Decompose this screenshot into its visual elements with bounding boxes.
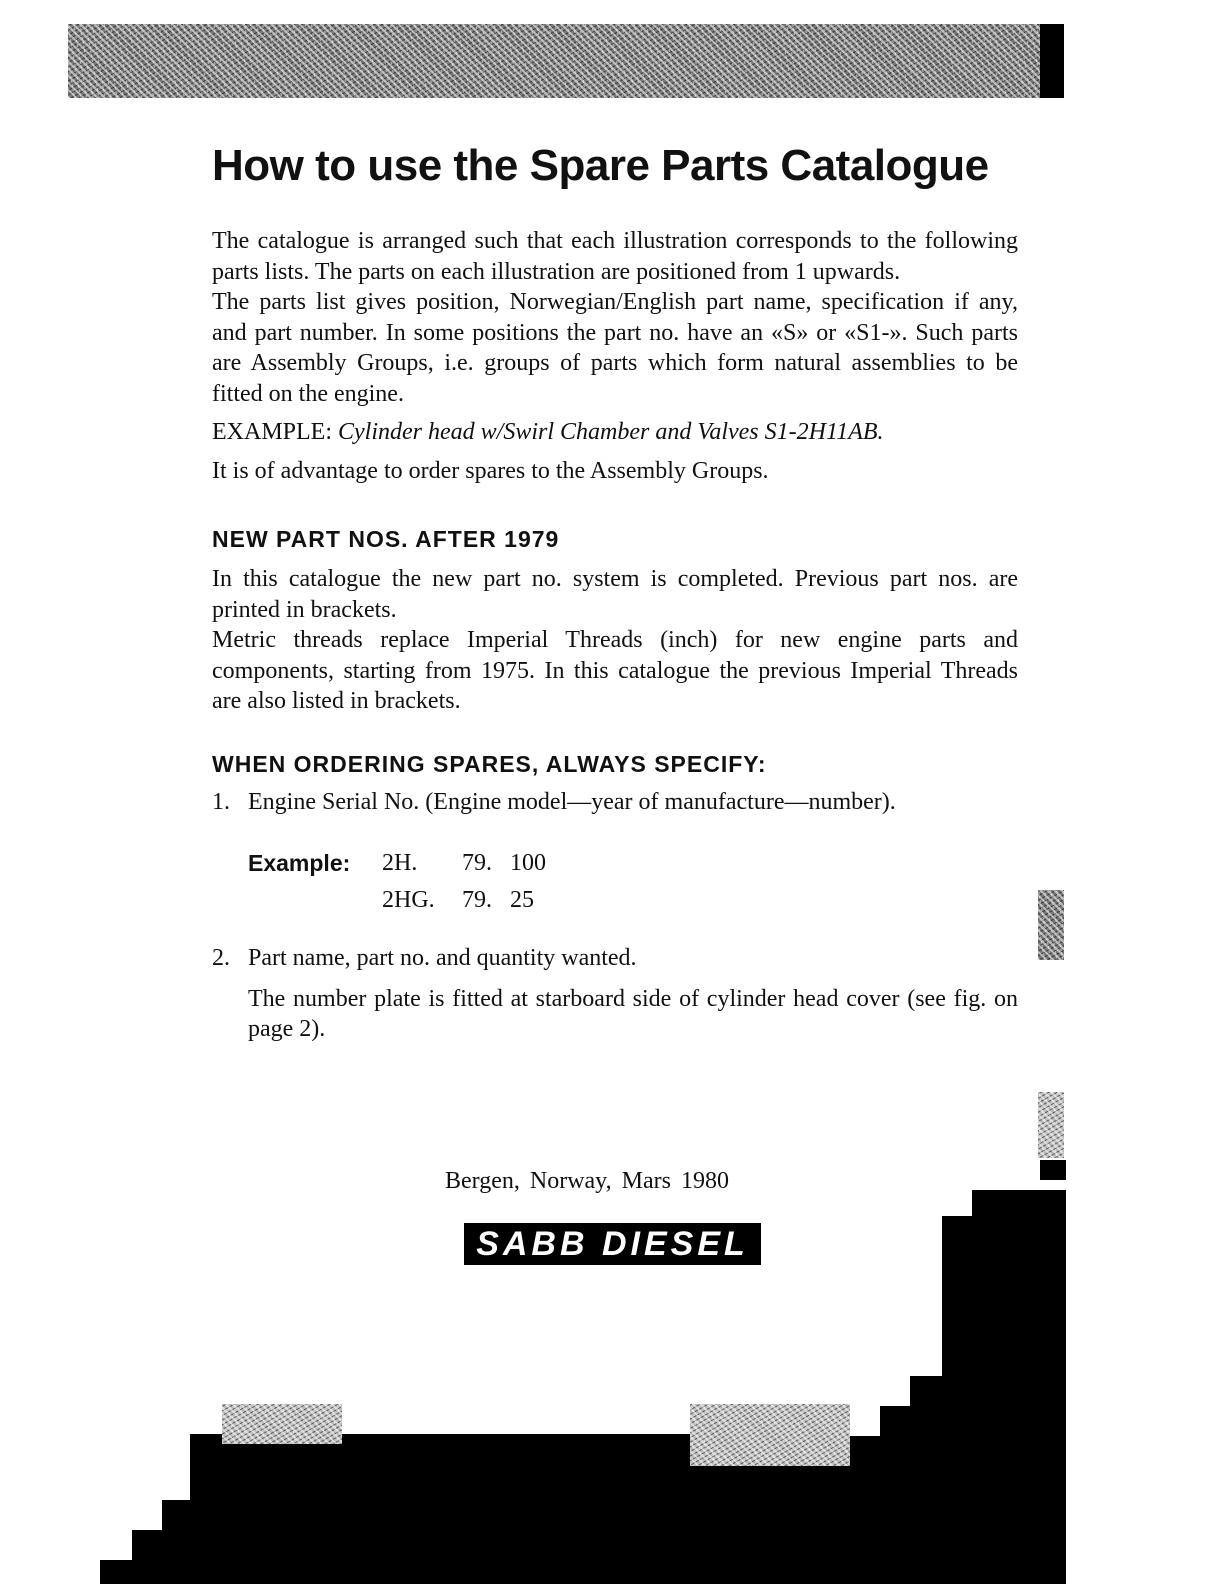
serial-example-row bbox=[248, 845, 1018, 882]
serial-model: 2HG. bbox=[382, 887, 435, 913]
intro-paragraph-3: It is of advantage to order spares to the Assembly Groups. bbox=[212, 457, 769, 484]
serial-example-spacer bbox=[248, 882, 382, 919]
scan-step-1 bbox=[972, 1190, 1066, 1216]
ordering-item-1 bbox=[212, 787, 1018, 818]
scan-block-bottom-2 bbox=[190, 1466, 1066, 1500]
ordering-item-1-text: Engine Serial No. (Engine model—year of manufacture—number). bbox=[248, 788, 896, 815]
scan-block-bottom-4 bbox=[132, 1530, 1066, 1560]
intro-example-label: EXAMPLE: bbox=[212, 419, 332, 445]
serial-model: 2H. bbox=[382, 850, 418, 876]
sabb-diesel-logo: SABB DIESEL bbox=[464, 1223, 761, 1265]
serial-number: 100 bbox=[510, 850, 546, 876]
serial-examples bbox=[248, 845, 1018, 919]
scan-edge-right bbox=[1064, 0, 1224, 1584]
ordering-heading: WHEN ORDERING SPARES, ALWAYS SPECIFY: bbox=[212, 750, 767, 777]
new-part-nos-heading: NEW PART NOS. AFTER 1979 bbox=[212, 526, 560, 552]
scan-block-bottom-3 bbox=[162, 1500, 1066, 1530]
page-content bbox=[212, 140, 1018, 1045]
scan-bar-right-1 bbox=[1040, 1160, 1066, 1180]
serial-number: 25 bbox=[510, 887, 534, 913]
intro-paragraph-1: The catalogue is arranged such that each illustration corresponds to the following parts lists. The parts on each illustration are positioned from 1 upwards. bbox=[212, 228, 1018, 285]
serial-year: 79. bbox=[462, 850, 492, 876]
ordering-item-1-number: 1. bbox=[212, 788, 230, 815]
intro-example-text: Cylinder head w/Swirl Chamber and Valves S1-2H11AB. bbox=[338, 419, 884, 445]
intro-example bbox=[212, 417, 1018, 448]
serial-year: 79. bbox=[462, 887, 492, 913]
scan-noise-bottom-left bbox=[222, 1404, 342, 1444]
scan-noise-bottom-right bbox=[690, 1404, 850, 1466]
serial-example-label: Example: bbox=[248, 850, 351, 876]
ordering-item-2-number: 2. bbox=[212, 945, 230, 971]
ordering-item-2-text: Part name, part no. and quantity wanted. bbox=[248, 945, 637, 971]
scan-step-4 bbox=[880, 1406, 1066, 1436]
number-plate-note: The number plate is fitted at starboard side of cylinder head cover (see fig. on page 2). bbox=[248, 985, 1018, 1042]
scan-step-3 bbox=[910, 1376, 1066, 1406]
new-part-nos-paragraph-1: In this catalogue the new part no. system is completed. Previous part nos. are printed in brackets. bbox=[212, 566, 1018, 623]
scan-step-5 bbox=[848, 1436, 1066, 1466]
page-title: How to use the Spare Parts Catalogue bbox=[212, 141, 989, 190]
intro-paragraph-2: The parts list gives position, Norwegian/English part name, specification if any, and part number. In some positions the part no. have an «S» or «S1-». Such parts are Assembly Groups, i.e. groups of parts which form natural assemblies to be fitted on the engine. bbox=[212, 289, 1018, 407]
scan-block-bottom-5 bbox=[100, 1560, 1066, 1584]
scan-noise-right-1 bbox=[1038, 890, 1064, 960]
new-part-nos-paragraph-2: Metric threads replace Imperial Threads (inch) for new engine parts and components, starting from 1975. In this catalogue the previous Imperial Threads are also listed in brackets. bbox=[212, 627, 1018, 714]
ordering-item-2 bbox=[212, 943, 1018, 974]
place-and-date: Bergen, Norway, Mars 1980 bbox=[445, 1168, 729, 1194]
scan-step-2 bbox=[942, 1216, 1066, 1376]
scan-noise-right-2 bbox=[1038, 1092, 1064, 1158]
scan-noise-top bbox=[68, 24, 1064, 98]
serial-example-row bbox=[248, 882, 1018, 919]
